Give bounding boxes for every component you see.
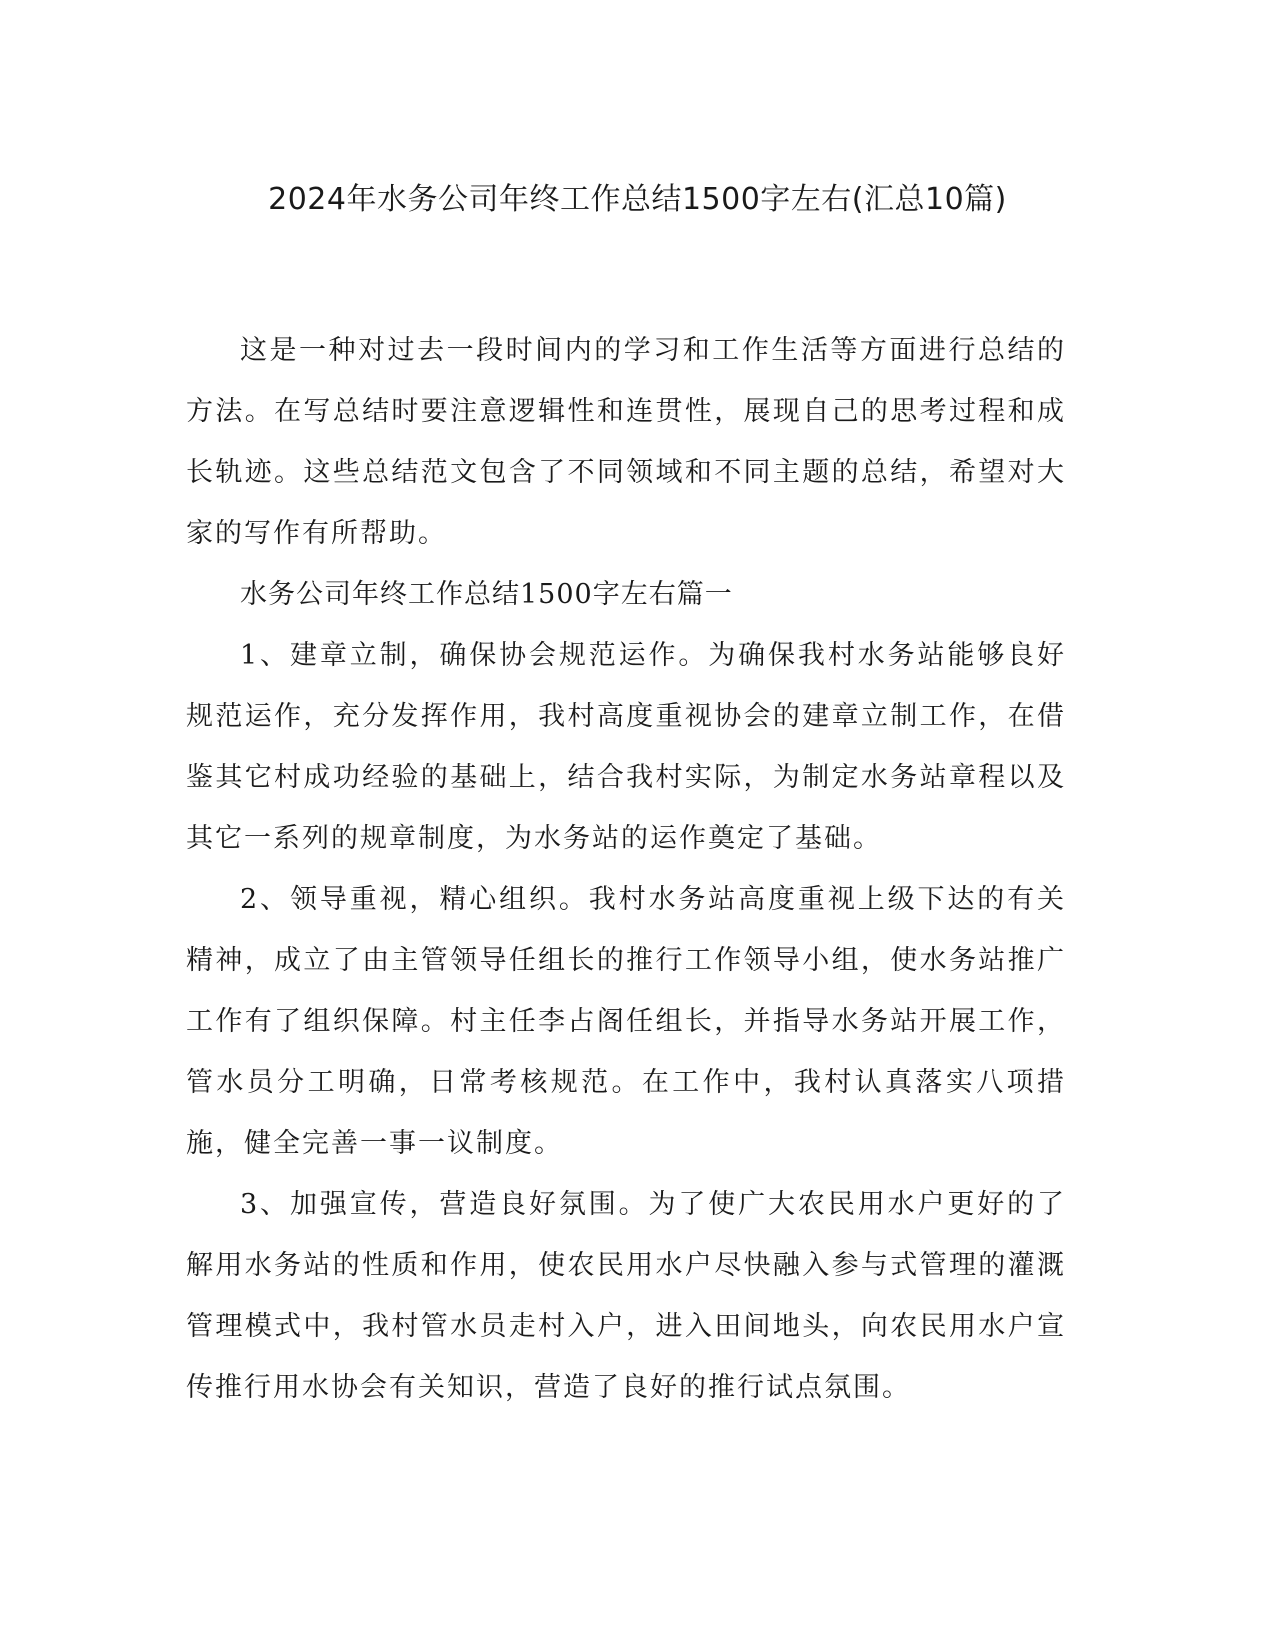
body-paragraph-1: 1、建章立制，确保协会规范运作。为确保我村水务站能够良好规范运作，充分发挥作用，我村高度重视协会的建章立制工作，在借鉴其它村成功经验的基础上，结合我村实际，为制定水务站章程以及其它一系列的规章制度，为水务站的运作奠定了基础。 [186,640,1066,854]
document-body [186,320,1066,1418]
body-paragraph-3: 3、加强宣传，营造良好氛围。为了使广大农民用水户更好的了解用水务站的性质和作用，使农民用水户尽快融入参与式管理的灌溉管理模式中，我村管水员走村入户，进入田间地头，向农民用水户宣传推行用水协会有关知识，营造了良好的推行试点氛围。 [186,1189,1066,1403]
body-paragraph-2: 2、领导重视，精心组织。我村水务站高度重视上级下达的有关精神，成立了由主管领导任组长的推行工作领导小组，使水务站推广工作有了组织保障。村主任李占阁任组长，并指导水务站开展工作，管水员分工明确，日常考核规范。在工作中，我村认真落实八项措施，健全完善一事一议制度。 [186,884,1066,1159]
intro-paragraph: 这是一种对过去一段时间内的学习和工作生活等方面进行总结的方法。在写总结时要注意逻辑性和连贯性，展现自己的思考过程和成长轨迹。这些总结范文包含了不同领域和不同主题的总结，希望对大家的写作有所帮助。 [186,335,1066,549]
document-title: 2024年水务公司年终工作总结1500字左右(汇总10篇) [268,182,1007,217]
section-heading: 水务公司年终工作总结1500字左右篇一 [240,579,733,610]
